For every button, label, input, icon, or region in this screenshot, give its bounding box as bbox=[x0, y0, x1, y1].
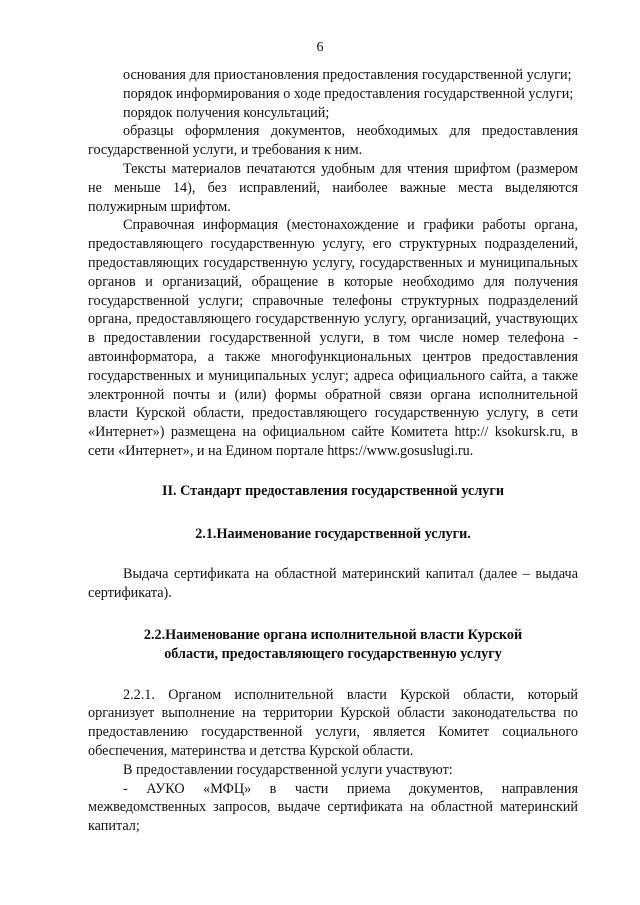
paragraph-2-2-1: 2.2.1. Органом исполнительной власти Курской области, который организует выполнение на территории Курской области законодательства по предоставлению государственной услуги, является Комитет социального обеспечения, материнства и детства Курской области. bbox=[88, 686, 578, 759]
document-body bbox=[88, 66, 578, 836]
participant-item: - АУКО «МФЦ» в части приема документов, направления межведомственных запросов, выдаче сертификата на областной материнский капитал; bbox=[88, 780, 578, 835]
list-item: порядок получения консультаций; bbox=[123, 104, 330, 121]
participants-intro: В предоставлении государственной услуги участвуют: bbox=[123, 761, 453, 778]
section-heading: II. Стандарт предоставления государственной услуги bbox=[161, 482, 505, 499]
subsection-2-2-heading-line1: 2.2.Наименование органа исполнительной власти Курской bbox=[143, 626, 523, 643]
list-item: основания для приостановления предоставления государственной услуги; bbox=[123, 67, 572, 83]
reference-paragraph: Справочная информация (местонахождение и графики работы органа, предоставляющего государственную услугу, его структурных подразделений, предоставляющих государственную услугу, государственных и муниципальных органов и организаций, обращение в которые необходимо для получения государственной услуги; справочные телефоны структурных подразделений органа, предоставляющего государственную услугу, организаций, участвующих в предоставлении государственной услуги, в том числе номер телефона - автоинформатора, а также многофункциональных центров предоставления государственных и муниципальных услуг; адреса официального сайта, а также электронной почты и (или) формы обратной связи органа исполнительной власти Курской области, предоставляющего государственную услугу, в сети «Интернет») размещена на официальном сайте Комитета http:// ksokursk.ru, в сети «Интернет», и на Едином портале https://www.gosuslugi.ru. bbox=[88, 217, 578, 459]
page-number: 6 bbox=[316, 40, 324, 55]
list-item: образцы оформления документов, необходимых для предоставления государственной услуги, и требования к ним. bbox=[88, 123, 578, 159]
subsection-2-1-text: Выдача сертификата на областной материнский капитал (далее – выдача сертификата). bbox=[88, 566, 578, 602]
texts-paragraph: Тексты материалов печатаются удобным для чтения шрифтом (размером не меньше 14), без исправлений, наиболее важные места выделяются полужирным шрифтом. bbox=[88, 160, 578, 215]
subsection-2-1-heading: 2.1.Наименование государственной услуги. bbox=[195, 525, 471, 542]
list-item: порядок информирования о ходе предоставления государственной услуги; bbox=[123, 85, 574, 102]
subsection-2-2-heading-line2: области, предоставляющего государственную услугу bbox=[164, 645, 502, 662]
